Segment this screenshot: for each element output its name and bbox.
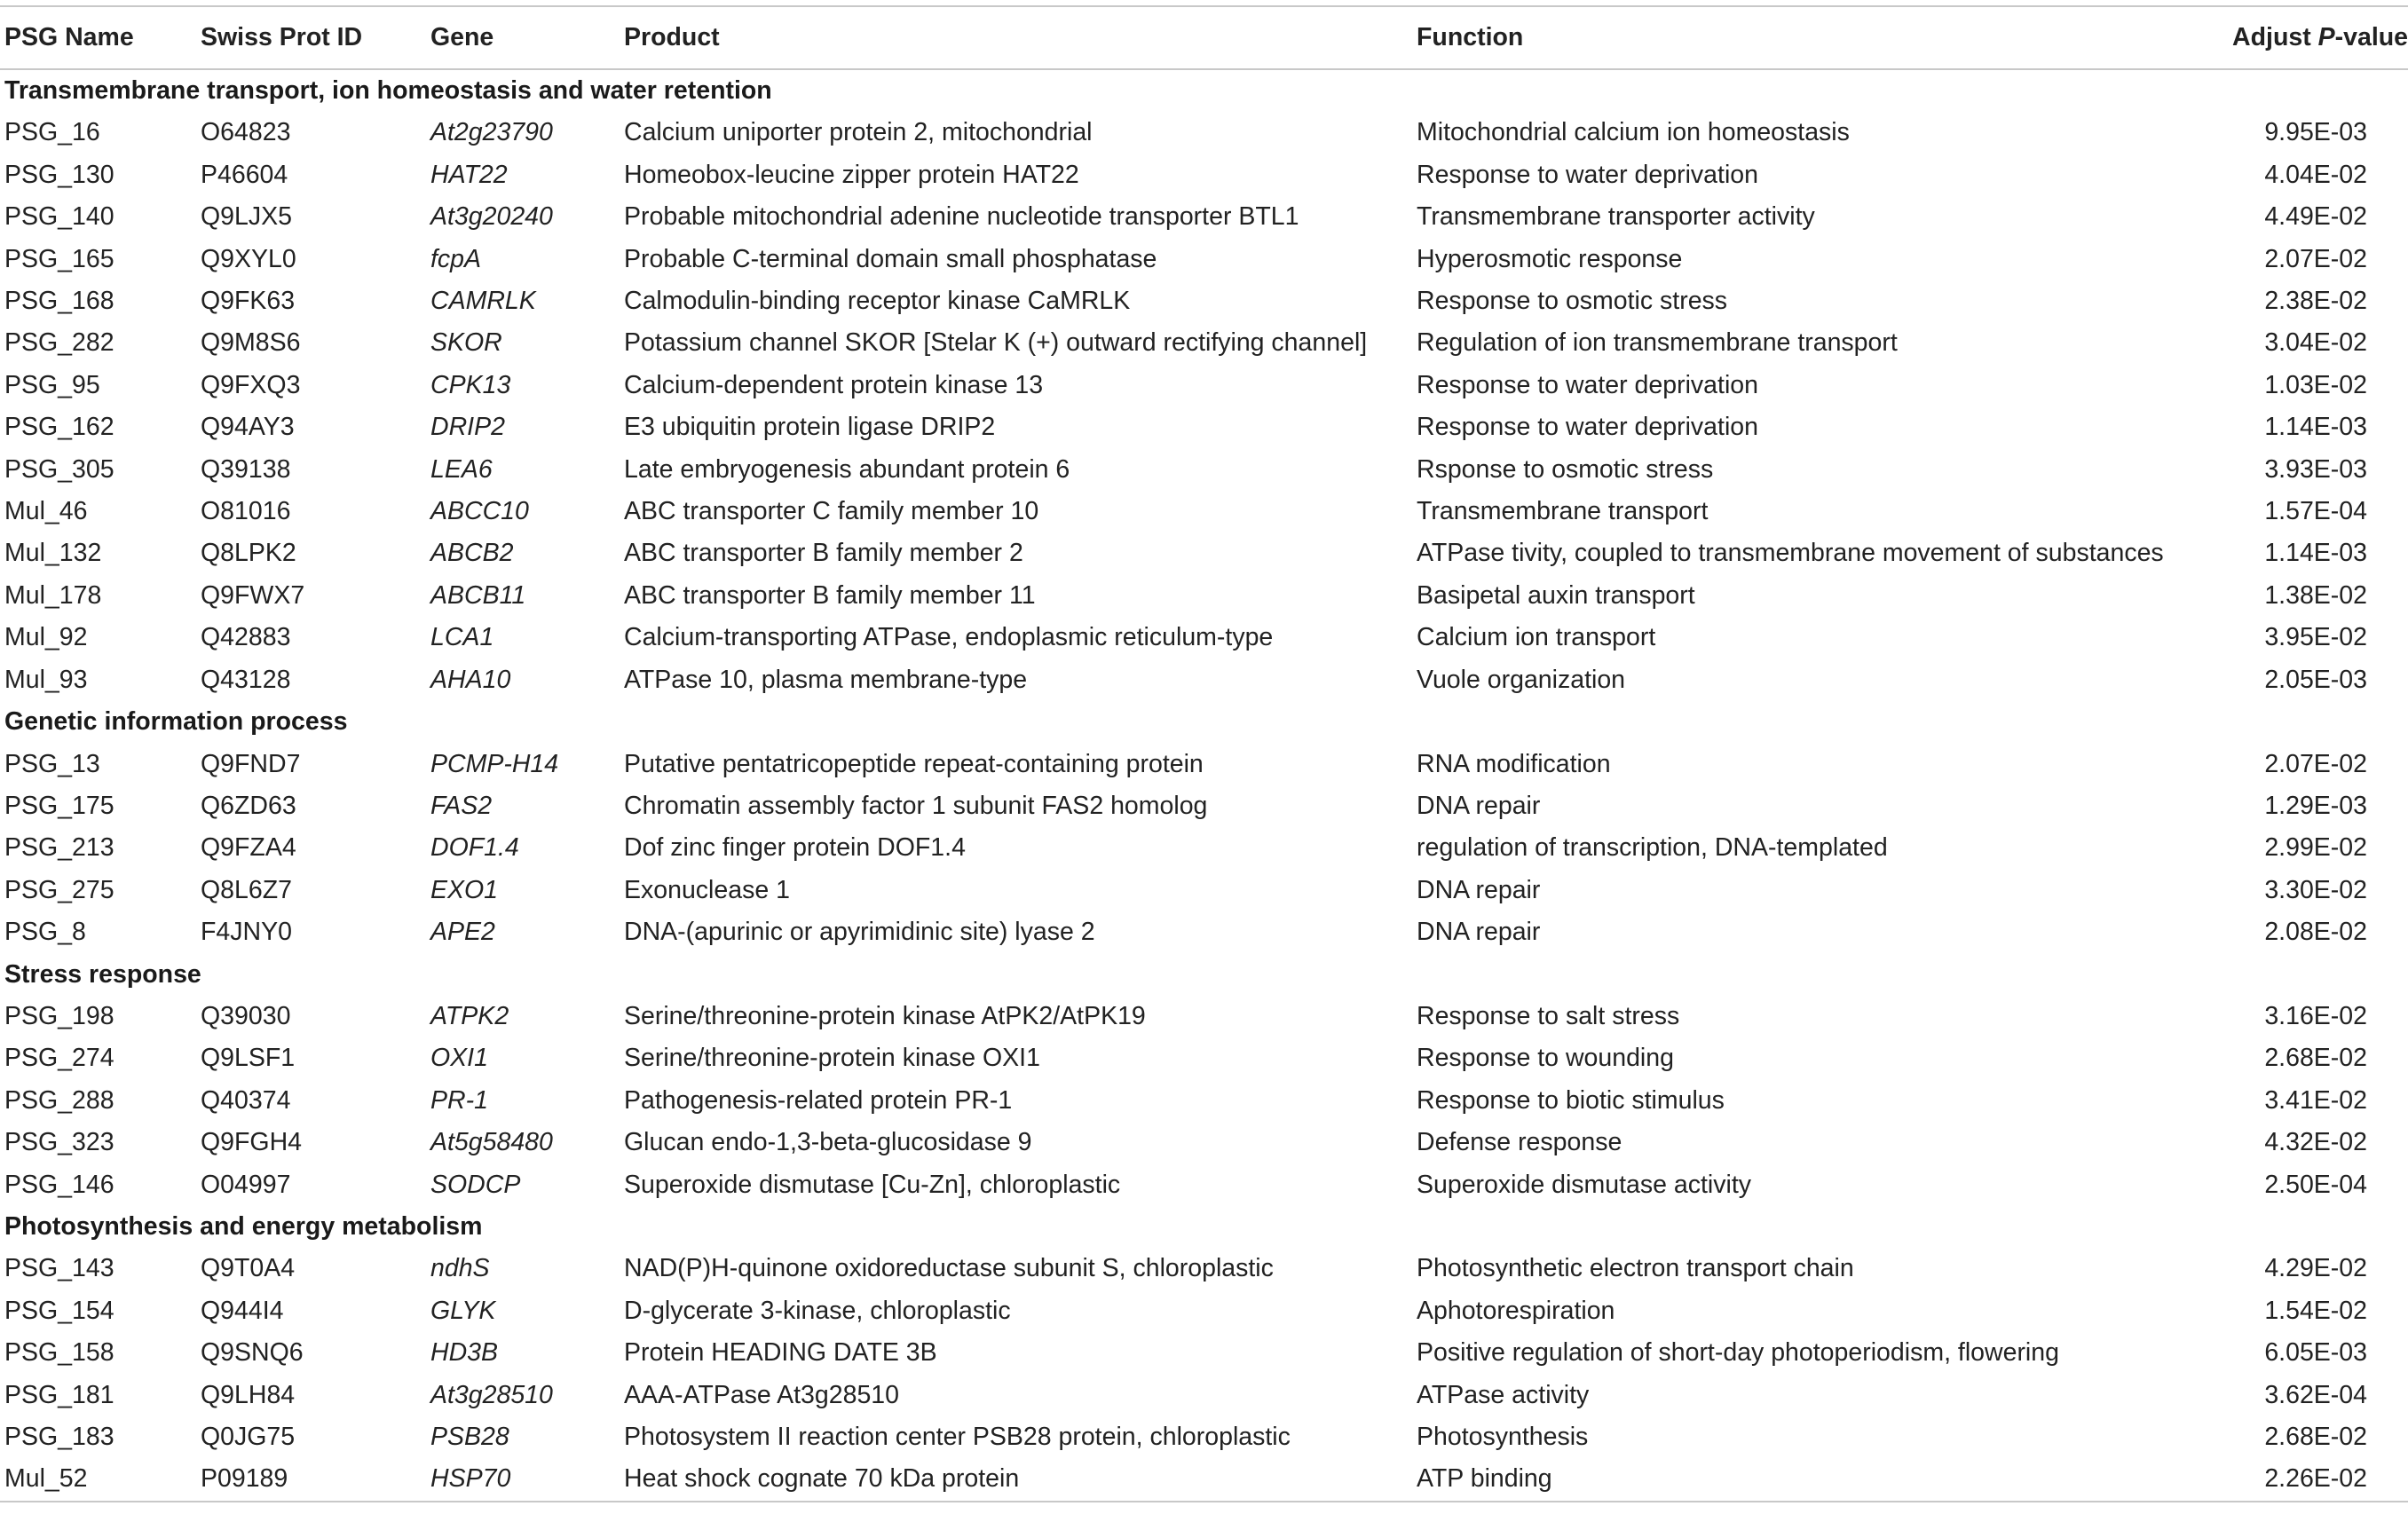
function-cell: DNA repair: [1417, 875, 1541, 904]
gene-cell: ATPK2: [430, 1001, 509, 1030]
p-value-cell: 6.05E-03: [2264, 1338, 2367, 1368]
p-value-cell: 3.95E-02: [2264, 623, 2367, 652]
psg-name-cell: Mul_92: [4, 623, 88, 652]
product-cell: ABC transporter B family member 2: [624, 539, 1023, 568]
p-value-cell: 3.16E-02: [2264, 1001, 2367, 1030]
gene-cell: At5g58480: [430, 1128, 553, 1157]
psg-name-cell: PSG_130: [4, 160, 114, 189]
p-value-cell: 2.08E-02: [2264, 918, 2367, 947]
product-cell: ABC transporter B family member 11: [624, 580, 1036, 610]
swiss-prot-id-cell: Q9FWX7: [201, 580, 305, 610]
swiss-prot-id-cell: Q9T0A4: [201, 1254, 296, 1283]
gene-cell: OXI1: [430, 1044, 488, 1073]
p-value-cell: 2.68E-02: [2264, 1423, 2367, 1451]
psg-name-cell: PSG_95: [4, 370, 100, 399]
function-cell: Transmembrane transport: [1417, 497, 1709, 526]
table-row: [0, 744, 2408, 785]
table-row: [0, 154, 2408, 196]
table-row: [0, 239, 2408, 280]
swiss-prot-id-cell: Q9FK63: [201, 287, 296, 316]
swiss-prot-id-cell: Q9FZA4: [201, 833, 296, 863]
product-cell: AAA-ATPase At3g28510: [624, 1380, 900, 1409]
table-row: [0, 322, 2408, 364]
p-value-cell: 3.04E-02: [2264, 328, 2367, 358]
table-row: [0, 785, 2408, 827]
psg-name-cell: Mul_93: [4, 665, 88, 694]
product-cell: Pathogenesis-related protein PR-1: [624, 1085, 1013, 1115]
product-cell: Calcium-dependent protein kinase 13: [624, 370, 1044, 399]
table-row: [0, 406, 2408, 448]
product-cell: Calcium-transporting ATPase, endoplasmic reticulum-type: [624, 623, 1274, 652]
psg-name-cell: PSG_140: [4, 202, 114, 232]
product-cell: ATPase 10, plasma membrane-type: [624, 665, 1028, 694]
psg-name-cell: PSG_154: [4, 1296, 114, 1325]
gene-cell: LCA1: [430, 623, 494, 652]
gene-cell: HSP70: [430, 1458, 624, 1501]
psg-name-cell: PSG_275: [4, 875, 114, 904]
table-row: [0, 1458, 2408, 1501]
swiss-prot-id-cell: Q42883: [201, 623, 291, 652]
psg-name-cell: Mul_178: [4, 580, 102, 610]
psg-name-cell: PSG_143: [4, 1254, 114, 1283]
category-row: [0, 1206, 2408, 1248]
product-cell: Serine/threonine-protein kinase OXI1: [624, 1044, 1040, 1073]
swiss-prot-id-cell: P09189: [201, 1458, 430, 1501]
swiss-prot-id-cell: F4JNY0: [201, 918, 292, 947]
header-adjust-p-value: [2215, 6, 2408, 69]
table-row: [0, 365, 2408, 406]
gene-cell: At3g20240: [430, 202, 553, 232]
function-cell: Regulation of ion transmembrane transport: [1417, 328, 1898, 358]
product-cell: Heat shock cognate 70 kDa protein: [624, 1458, 1417, 1501]
table-row: [0, 1122, 2408, 1163]
swiss-prot-id-cell: O81016: [201, 497, 291, 526]
header-psg-name: PSG Name: [0, 6, 201, 69]
function-cell: Response to water deprivation: [1417, 413, 1758, 442]
psg-name-cell: PSG_16: [4, 118, 100, 147]
header-adjust-prefix: Adjust: [2232, 23, 2318, 51]
table-row: [0, 659, 2408, 701]
p-value-cell: 4.32E-02: [2264, 1128, 2367, 1157]
gene-cell: DRIP2: [430, 413, 505, 442]
gene-cell: FAS2: [430, 791, 493, 820]
function-cell: Superoxide dismutase activity: [1417, 1170, 1752, 1199]
function-cell: Positive regulation of short-day photoperiodism, flowering: [1417, 1338, 2059, 1368]
swiss-prot-id-cell: Q8LPK2: [201, 539, 296, 568]
swiss-prot-id-cell: Q9LH84: [201, 1380, 296, 1409]
psg-name-cell: PSG_8: [4, 918, 86, 947]
p-value-cell: 1.03E-02: [2264, 370, 2367, 399]
gene-cell: ndhS: [430, 1254, 490, 1283]
table-row: [0, 1290, 2408, 1332]
p-value-cell: 2.05E-03: [2264, 665, 2367, 694]
table-row: [0, 532, 2408, 574]
gene-cell: HD3B: [430, 1338, 499, 1368]
gene-cell: APE2: [430, 918, 495, 947]
category-heading: Stress response: [4, 959, 201, 989]
psg-name-cell: PSG_165: [4, 244, 114, 273]
table-row: [0, 1416, 2408, 1458]
function-cell: ATPase activity: [1417, 1380, 1590, 1409]
product-cell: Calmodulin-binding receptor kinase CaMRLK: [624, 287, 1131, 316]
table-row: [0, 491, 2408, 532]
swiss-prot-id-cell: P46604: [201, 160, 288, 189]
function-cell: Defense response: [1417, 1128, 1622, 1157]
p-value-cell: 2.07E-02: [2264, 244, 2367, 273]
psg-name-cell: PSG_282: [4, 328, 114, 358]
p-value-cell: 1.14E-03: [2264, 413, 2367, 442]
product-cell: Dof zinc finger protein DOF1.4: [624, 833, 966, 863]
product-cell: ABC transporter C family member 10: [624, 497, 1039, 526]
function-cell: Response to wounding: [1417, 1044, 1674, 1073]
header-row: [0, 6, 2408, 69]
psg-name-cell: PSG_181: [4, 1380, 114, 1409]
table-row: [0, 196, 2408, 238]
psg-name-cell: PSG_323: [4, 1128, 114, 1157]
p-value-cell: 1.29E-03: [2264, 791, 2367, 820]
function-cell: regulation of transcription, DNA-templated: [1417, 833, 1888, 863]
product-cell: E3 ubiquitin protein ligase DRIP2: [624, 413, 996, 442]
category-row: [0, 701, 2408, 743]
product-cell: Protein HEADING DATE 3B: [624, 1338, 937, 1368]
swiss-prot-id-cell: Q39138: [201, 454, 291, 484]
swiss-prot-id-cell: Q8L6Z7: [201, 875, 292, 904]
psg-table: [0, 5, 2408, 1502]
function-cell: Response to water deprivation: [1417, 370, 1758, 399]
swiss-prot-id-cell: Q9LSF1: [201, 1044, 296, 1073]
gene-cell: SKOR: [430, 328, 502, 358]
p-value-cell: 1.38E-02: [2264, 580, 2367, 610]
product-cell: NAD(P)H-quinone oxidoreductase subunit S, chloroplastic: [624, 1254, 1274, 1283]
table-row: [0, 1164, 2408, 1206]
product-cell: Exonuclease 1: [624, 875, 790, 904]
psg-name-cell: PSG_198: [4, 1001, 114, 1030]
swiss-prot-id-cell: Q40374: [201, 1085, 291, 1115]
table-row: [0, 1375, 2408, 1416]
gene-cell: CAMRLK: [430, 287, 536, 316]
header-swiss-prot-id: Swiss Prot ID: [201, 6, 430, 69]
product-cell: Photosystem II reaction center PSB28 protein, chloroplastic: [624, 1423, 1291, 1451]
p-value-cell: 4.49E-02: [2264, 202, 2367, 232]
p-value-cell: 9.95E-03: [2264, 118, 2367, 147]
swiss-prot-id-cell: Q43128: [201, 665, 291, 694]
product-cell: DNA-(apurinic or apyrimidinic site) lyase 2: [624, 918, 1095, 947]
p-value-cell: 4.04E-02: [2264, 160, 2367, 189]
function-cell: DNA repair: [1417, 918, 1541, 947]
table-row: [0, 1080, 2408, 1122]
psg-name-cell: PSG_183: [4, 1423, 114, 1451]
category-heading: Transmembrane transport, ion homeostasis and water retention: [4, 76, 772, 105]
table-row: [0, 996, 2408, 1037]
swiss-prot-id-cell: Q9XYL0: [201, 244, 296, 273]
table-row: [0, 870, 2408, 911]
header-adjust-p: P: [2317, 23, 2335, 51]
table-row: [0, 911, 2408, 953]
swiss-prot-id-cell: Q9FND7: [201, 749, 301, 778]
p-value-cell: 2.99E-02: [2264, 833, 2367, 863]
p-value-cell: 3.41E-02: [2264, 1085, 2367, 1115]
gene-cell: GLYK: [430, 1296, 496, 1325]
category-heading: Photosynthesis and energy metabolism: [4, 1211, 483, 1241]
gene-cell: At3g28510: [430, 1380, 553, 1409]
product-cell: Potassium channel SKOR [Stelar K (+) outward rectifying channel]: [624, 328, 1368, 358]
psg-name-cell: PSG_162: [4, 413, 114, 442]
function-cell: Response to biotic stimulus: [1417, 1085, 1725, 1115]
psg-name-cell: PSG_274: [4, 1044, 114, 1073]
p-value-cell: 3.93E-03: [2264, 454, 2367, 484]
category-row: [0, 954, 2408, 996]
product-cell: Late embryogenesis abundant protein 6: [624, 454, 1070, 484]
product-cell: Probable C-terminal domain small phosphatase: [624, 244, 1157, 273]
function-cell: Photosynthesis: [1417, 1423, 1589, 1451]
function-cell: Aphotorespiration: [1417, 1296, 1615, 1325]
swiss-prot-id-cell: Q9LJX5: [201, 202, 292, 232]
swiss-prot-id-cell: Q9SNQ6: [201, 1338, 304, 1368]
swiss-prot-id-cell: Q39030: [201, 1001, 291, 1030]
gene-cell: At2g23790: [430, 118, 553, 147]
gene-cell: CPK13: [430, 370, 511, 399]
psg-name-cell: Mul_52: [0, 1458, 201, 1501]
swiss-prot-id-cell: Q0JG75: [201, 1423, 296, 1451]
table-row: [0, 617, 2408, 658]
gene-cell: PR-1: [430, 1085, 488, 1115]
gene-cell: HAT22: [430, 160, 508, 189]
function-cell: RNA modification: [1417, 749, 1611, 778]
header-adjust-suffix: -value: [2334, 23, 2408, 51]
psg-name-cell: PSG_168: [4, 287, 114, 316]
swiss-prot-id-cell: Q944I4: [201, 1296, 284, 1325]
p-value-cell: 2.26E-02: [2215, 1458, 2408, 1501]
p-value-cell: 2.07E-02: [2264, 749, 2367, 778]
gene-cell: PSB28: [430, 1423, 509, 1451]
function-cell: Rsponse to osmotic stress: [1417, 454, 1714, 484]
table-row: [0, 575, 2408, 617]
function-cell: Basipetal auxin transport: [1417, 580, 1695, 610]
product-cell: Putative pentatricopeptide repeat-containing protein: [624, 749, 1204, 778]
gene-cell: ABCC10: [430, 497, 529, 526]
gene-cell: EXO1: [430, 875, 499, 904]
table-row: [0, 449, 2408, 491]
function-cell: Photosynthetic electron transport chain: [1417, 1254, 1854, 1283]
p-value-cell: 3.30E-02: [2264, 875, 2367, 904]
swiss-prot-id-cell: Q9M8S6: [201, 328, 301, 358]
category-heading: Genetic information process: [4, 707, 348, 737]
header-gene: Gene: [430, 6, 624, 69]
table-row: [0, 827, 2408, 869]
function-cell: ATP binding: [1417, 1458, 2215, 1501]
p-value-cell: 2.38E-02: [2264, 287, 2367, 316]
gene-cell: PCMP-H14: [430, 749, 559, 778]
swiss-prot-id-cell: O64823: [201, 118, 291, 147]
gene-cell: LEA6: [430, 454, 493, 484]
gene-cell: SODCP: [430, 1170, 521, 1199]
psg-name-cell: Mul_132: [4, 539, 102, 568]
psg-name-cell: PSG_158: [4, 1338, 114, 1368]
product-cell: D-glycerate 3-kinase, chloroplastic: [624, 1296, 1011, 1325]
table-row: [0, 1037, 2408, 1079]
p-value-cell: 1.14E-03: [2264, 539, 2367, 568]
p-value-cell: 2.68E-02: [2264, 1044, 2367, 1073]
swiss-prot-id-cell: Q6ZD63: [201, 791, 296, 820]
function-cell: ATPase tivity, coupled to transmembrane movement of substances: [1417, 539, 2164, 568]
psg-name-cell: PSG_213: [4, 833, 114, 863]
p-value-cell: 2.50E-04: [2264, 1170, 2367, 1199]
product-cell: Probable mitochondrial adenine nucleotide transporter BTL1: [624, 202, 1299, 232]
header-function: Function: [1417, 6, 2215, 69]
p-value-cell: 4.29E-02: [2264, 1254, 2367, 1283]
table-row: [0, 112, 2408, 154]
psg-name-cell: PSG_175: [4, 791, 114, 820]
table-row: [0, 280, 2408, 322]
function-cell: Mitochondrial calcium ion homeostasis: [1417, 118, 1850, 147]
product-cell: Chromatin assembly factor 1 subunit FAS2 homolog: [624, 791, 1208, 820]
function-cell: Response to water deprivation: [1417, 160, 1758, 189]
gene-cell: fcpA: [430, 244, 482, 273]
gene-cell: ABCB2: [430, 539, 514, 568]
function-cell: Calcium ion transport: [1417, 623, 1656, 652]
gene-cell: ABCB11: [430, 580, 526, 610]
p-value-cell: 3.62E-04: [2264, 1380, 2367, 1409]
product-cell: Homeobox-leucine zipper protein HAT22: [624, 160, 1079, 189]
swiss-prot-id-cell: Q9FXQ3: [201, 370, 301, 399]
table-body: [0, 69, 2408, 1502]
product-cell: Calcium uniporter protein 2, mitochondrial: [624, 118, 1093, 147]
product-cell: Glucan endo-1,3-beta-glucosidase 9: [624, 1128, 1032, 1157]
function-cell: Response to osmotic stress: [1417, 287, 1728, 316]
psg-name-cell: PSG_305: [4, 454, 114, 484]
p-value-cell: 1.57E-04: [2264, 497, 2367, 526]
product-cell: Serine/threonine-protein kinase AtPK2/AtPK19: [624, 1001, 1146, 1030]
psg-name-cell: PSG_288: [4, 1085, 114, 1115]
psg-name-cell: PSG_13: [4, 749, 100, 778]
category-row: [0, 69, 2408, 112]
swiss-prot-id-cell: O04997: [201, 1170, 291, 1199]
table-row: [0, 1248, 2408, 1289]
function-cell: Response to salt stress: [1417, 1001, 1680, 1030]
header-product: Product: [624, 6, 1417, 69]
function-cell: Hyperosmotic response: [1417, 244, 1683, 273]
psg-name-cell: Mul_46: [4, 497, 88, 526]
p-value-cell: 1.54E-02: [2264, 1296, 2367, 1325]
swiss-prot-id-cell: Q94AY3: [201, 413, 295, 442]
psg-name-cell: PSG_146: [4, 1170, 114, 1199]
table-row: [0, 1332, 2408, 1374]
product-cell: Superoxide dismutase [Cu-Zn], chloroplastic: [624, 1170, 1121, 1199]
function-cell: DNA repair: [1417, 791, 1541, 820]
gene-cell: AHA10: [430, 665, 511, 694]
gene-cell: DOF1.4: [430, 833, 519, 863]
function-cell: Transmembrane transporter activity: [1417, 202, 1815, 232]
function-cell: Vuole organization: [1417, 665, 1626, 694]
swiss-prot-id-cell: Q9FGH4: [201, 1128, 303, 1157]
